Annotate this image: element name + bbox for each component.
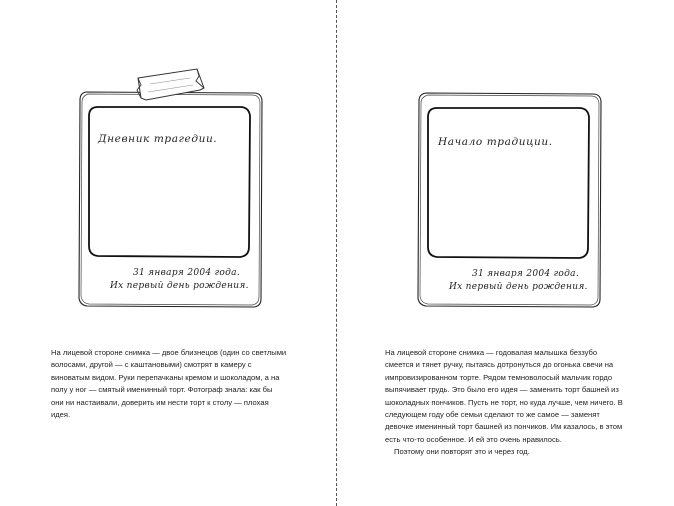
right-caption-date: 31 января 2004 года. bbox=[471, 269, 579, 279]
right-body-text bbox=[385, 347, 625, 459]
left-body-text bbox=[51, 347, 287, 421]
right-page bbox=[337, 0, 674, 506]
left-photo-title: Дневник трагедии. bbox=[98, 133, 218, 145]
left-body-paragraph: На лицевой стороне снимка — двое близнецов (один со светлыми волосами, другой — с каштановыми) смотрят в камеру с виноватым видом. Руки перепачканы кремом и шоколадом, а на полу у ног — смятый именинный торт. Фотограф знала: как бы они ни настаивали, доверить им нести торт к столу — плохая идея. bbox=[51, 348, 287, 420]
left-caption bbox=[110, 267, 249, 293]
right-polaroid bbox=[337, 0, 674, 330]
left-caption-date: 31 января 2004 года. bbox=[132, 268, 240, 278]
right-caption-subtitle: Их первый день рождения. bbox=[449, 282, 588, 292]
left-polaroid bbox=[0, 0, 337, 330]
right-body-paragraph: Поэтому они повторят это и через год. bbox=[394, 447, 530, 457]
left-caption-subtitle: Их первый день рождения. bbox=[110, 281, 249, 291]
right-caption bbox=[449, 268, 588, 294]
tape bbox=[137, 69, 204, 100]
right-body-paragraph: На лицевой стороне снимка — годовалая малышка беззубо смеется и тянет ручку, пытаясь дотронуться до огонька свечи на импровизированном торте. Рядом темноволосый мальчик гордо выпячивает грудь. Это было его идея — заменить торт башней из шоколадных пончиков. Пусть не торт, но куда лучше, чем ничего. В следующем году обе семьи сделают то же самое — заменят девочке именинный торт башней из пончиков. Им казалось, в этом есть что-то особенное. И ей это очень нравилось. bbox=[385, 348, 623, 444]
right-photo-title: Начало традиции. bbox=[438, 136, 553, 148]
